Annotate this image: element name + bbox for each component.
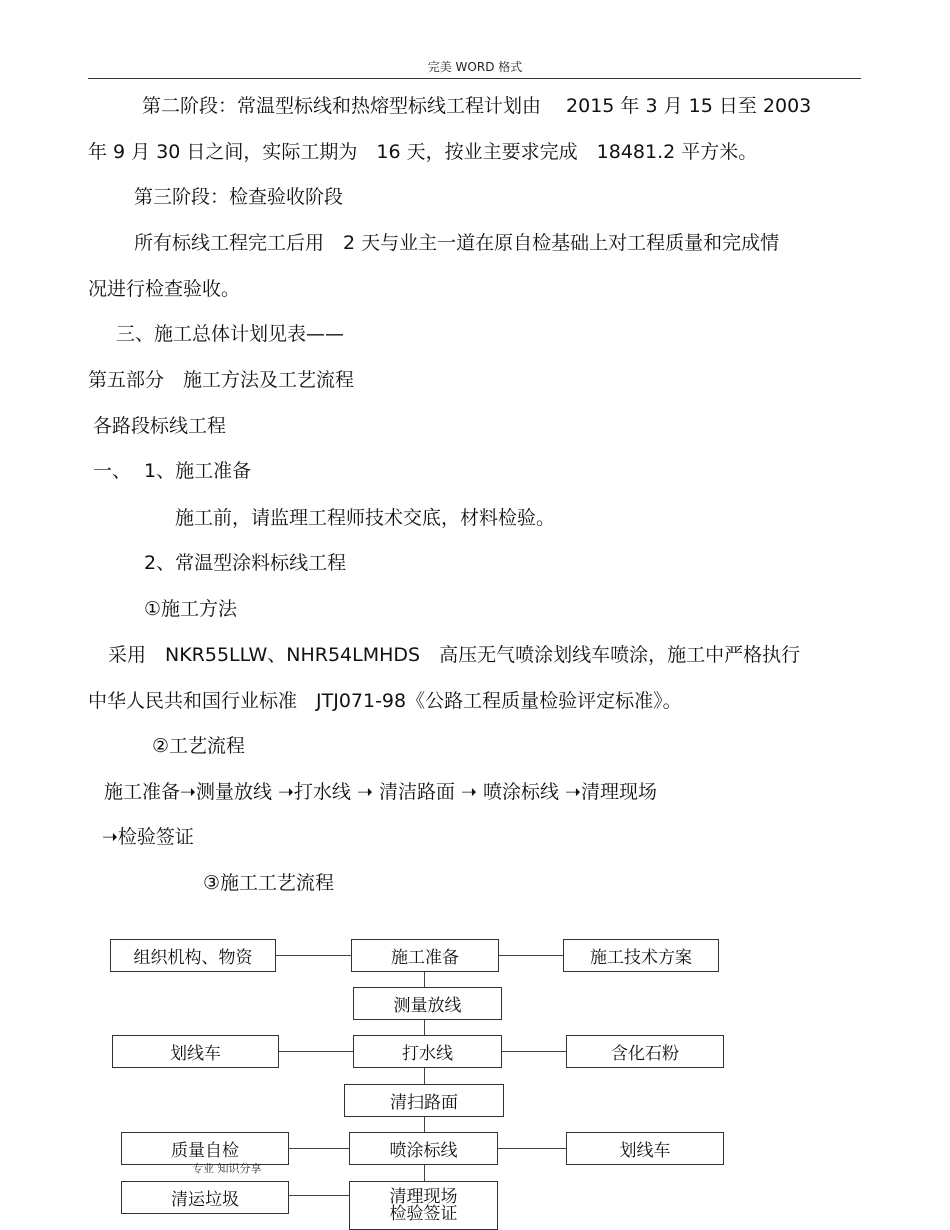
flow-box-survey: 测量放线 — [353, 987, 502, 1020]
flow-box-stone-powder: 含化石粉 — [566, 1035, 724, 1068]
flow-box-org-materials: 组织机构、物资 — [110, 939, 276, 972]
connector — [279, 1051, 354, 1052]
flow-step: 清理现场 — [580, 781, 657, 803]
connector — [501, 1051, 567, 1052]
flow-step: 清洁路面 — [378, 781, 455, 803]
arrow-icon: ➝ — [356, 781, 373, 803]
flow-step: 打水线 — [293, 781, 351, 803]
flow-box-cleanup-label: 清理现场 — [389, 1186, 458, 1207]
flow-heading: ②工艺流程 — [152, 735, 246, 757]
connector — [498, 955, 564, 956]
item1-text: 施工前，请监理工程师技术交底，材料检验。 — [175, 507, 556, 529]
chart-heading: ③施工工艺流程 — [203, 872, 335, 894]
method-line2: 中华人民共和国行业标准 JTJ071-98《公路工程质量检验评定标准》。 — [88, 690, 682, 712]
flow-box-self-check: 质量自检 — [121, 1132, 289, 1165]
page-footer: 专业 知识分享 — [192, 1162, 262, 1175]
flow-box-marking-truck-right: 划线车 — [566, 1132, 724, 1165]
phase3-heading: 第三阶段：检查验收阶段 — [134, 186, 344, 208]
connector — [288, 1195, 350, 1196]
method-line1: 采用 NKR55LLW、NHR54LMHDS 高压无气喷涂划线车喷涂，施工中严格执行 — [108, 644, 801, 666]
flow-box-clean-road: 清扫路面 — [344, 1084, 504, 1117]
header-rule — [88, 78, 861, 79]
flow-box-garbage: 清运垃圾 — [121, 1181, 289, 1214]
process-flow-line1 — [104, 780, 657, 804]
item2-heading: 2、常温型涂料标线工程 — [144, 552, 347, 574]
connector — [497, 1148, 567, 1149]
arrow-icon: ➝ — [180, 781, 196, 803]
arrow-icon: ➝ — [278, 781, 294, 803]
flow-box-cleanup-inspection — [349, 1181, 498, 1230]
flow-step: 施工准备 — [104, 781, 181, 803]
phase2-line1: 第二阶段：常温型标线和热熔型标线工程计划由 2015 年 3 月 15 日至 2003 — [142, 95, 812, 117]
arrow-icon: ➝ — [102, 826, 118, 848]
arrow-icon: ➝ — [565, 781, 581, 803]
flow-box-tech-plan: 施工技术方案 — [563, 939, 719, 972]
method-heading: ①施工方法 — [144, 598, 238, 620]
flow-step: 检验签证 — [117, 826, 194, 848]
flow-step: 喷涂标线 — [482, 781, 559, 803]
connector — [275, 955, 352, 956]
part5-heading: 第五部分 施工方法及工艺流程 — [88, 369, 355, 391]
item1-heading: 1、施工准备 — [144, 460, 252, 482]
flow-box-water-line: 打水线 — [353, 1035, 502, 1068]
acceptance-line2: 况进行检查验收。 — [88, 278, 241, 300]
acceptance-line1: 所有标线工程完工后用 2 天与业主一道在原自检基础上对工程质量和完成情 — [134, 232, 780, 254]
connector — [288, 1148, 350, 1149]
section3-heading: 三、施工总体计划见表—— — [116, 323, 345, 345]
flow-box-inspection-label: 检验签证 — [389, 1203, 458, 1224]
page-header: 完美 WORD 格式 — [427, 60, 523, 74]
item1-prefix: 一、 — [93, 460, 132, 482]
phase2-line2: 年 9 月 30 日之间，实际工期为 16 天，按业主要求完成 18481.2 平方米。 — [88, 141, 758, 163]
flow-box-spray: 喷涂标线 — [349, 1132, 498, 1165]
arrow-icon: ➝ — [461, 781, 477, 803]
flow-box-marking-truck-left: 划线车 — [112, 1035, 279, 1068]
process-flow-line2 — [102, 825, 194, 849]
flow-box-prep: 施工准备 — [351, 939, 499, 972]
roads-heading: 各路段标线工程 — [93, 415, 227, 437]
flow-step: 测量放线 — [195, 781, 272, 803]
